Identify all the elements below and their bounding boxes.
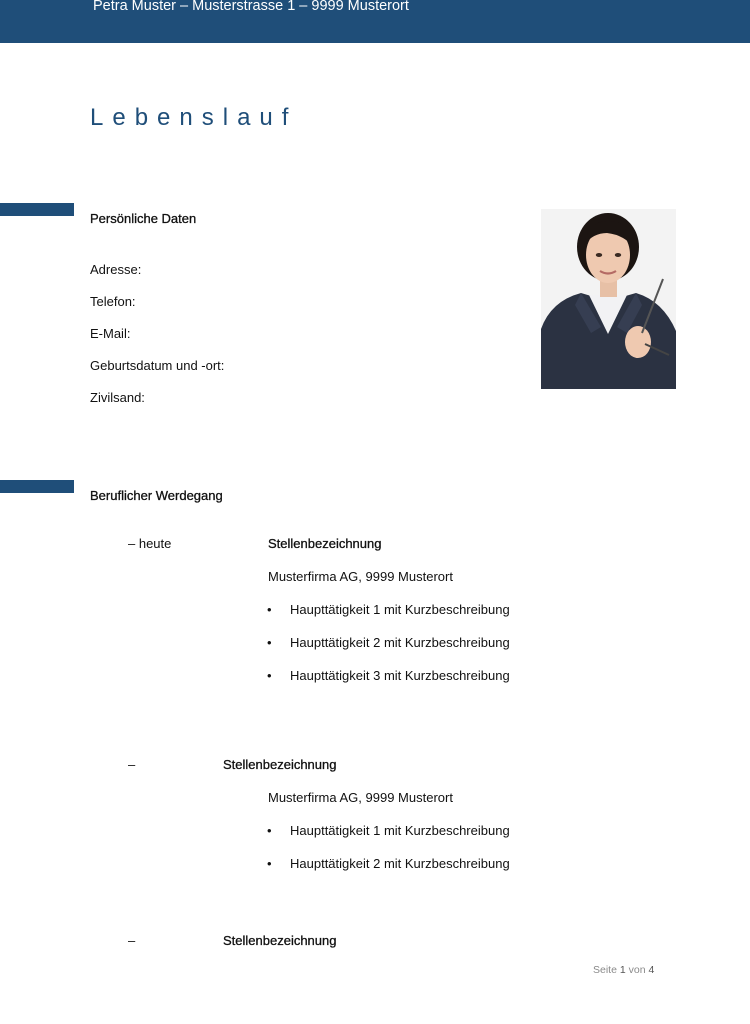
bullet-marker: •: [267, 823, 272, 838]
page-word: Seite: [593, 964, 617, 976]
page-current: 1: [619, 964, 626, 976]
task-item: Haupttätigkeit 2 mit Kurzbeschreibung: [290, 856, 510, 871]
page-indicator: [593, 964, 654, 976]
section-heading-career: Beruflicher Werdegang: [90, 488, 223, 503]
field-label-birth: Geburtsdatum und -ort:: [90, 358, 225, 373]
section-marker-personal: [0, 203, 74, 216]
section-marker-career: [0, 480, 74, 493]
bullet-marker: •: [267, 635, 272, 650]
task-item: Haupttätigkeit 1 mit Kurzbeschreibung: [290, 823, 510, 838]
bullet-marker: •: [267, 602, 272, 617]
entry-period: –: [128, 933, 136, 948]
field-label-address: Adresse:: [90, 262, 142, 277]
entry-position: Stellenbezeichnung: [223, 933, 337, 948]
profile-photo: [541, 209, 676, 389]
header-contact-line: Petra Muster – Musterstrasse 1 – 9999 Musterort: [93, 0, 409, 14]
field-label-civil-status: Zivilsand:: [90, 390, 145, 405]
entry-company: Musterfirma AG, 9999 Musterort: [268, 569, 453, 584]
entry-period: – heute: [128, 536, 172, 551]
document-title: Lebenslauf: [90, 104, 298, 131]
entry-company: Musterfirma AG, 9999 Musterort: [268, 790, 453, 805]
page-total: 4: [648, 964, 655, 976]
section-heading-personal: Persönliche Daten: [90, 211, 197, 226]
of-word: von: [628, 964, 646, 976]
entry-position: Stellenbezeichnung: [268, 536, 382, 551]
bullet-marker: •: [267, 856, 272, 871]
entry-period: –: [128, 757, 136, 772]
entry-position: Stellenbezeichnung: [223, 757, 337, 772]
task-item: Haupttätigkeit 2 mit Kurzbeschreibung: [290, 635, 510, 650]
field-label-phone: Telefon:: [90, 294, 136, 309]
bullet-marker: •: [267, 668, 272, 683]
task-item: Haupttätigkeit 3 mit Kurzbeschreibung: [290, 668, 510, 683]
task-item: Haupttätigkeit 1 mit Kurzbeschreibung: [290, 602, 510, 617]
field-label-email: E-Mail:: [90, 326, 131, 341]
